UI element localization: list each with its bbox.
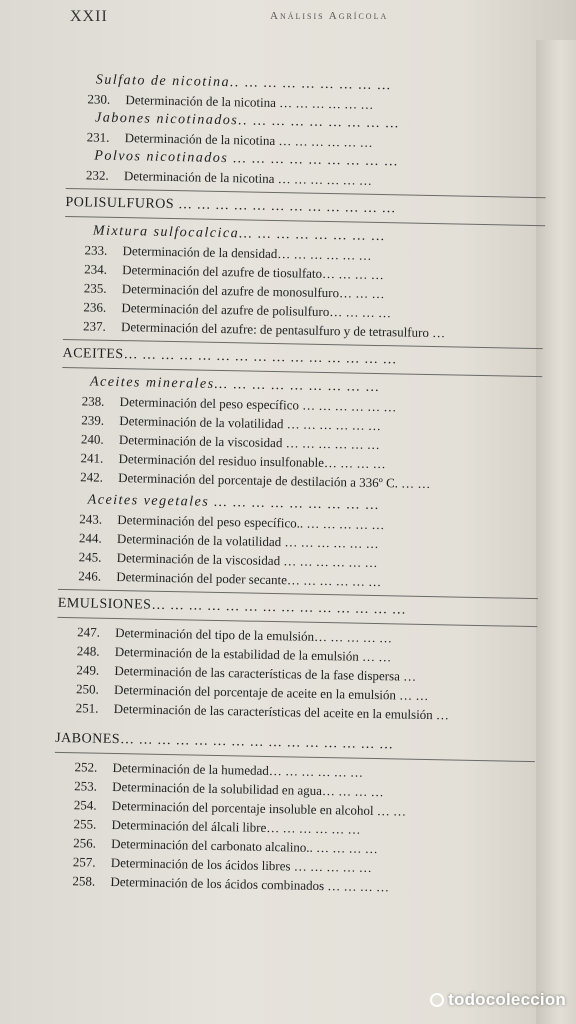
- entry-text: Determinación de las características del aceite en la emulsión …: [113, 700, 450, 723]
- entry-text: Determinación del poder secante… … … … … …: [116, 569, 382, 590]
- watermark-logo: [430, 990, 566, 1010]
- entry-text: Determinación de la humedad… … … … … …: [112, 759, 364, 780]
- entry-text: Determinación del porcentaje de aceite en la emulsión … …: [113, 682, 429, 704]
- entry-number: 250.: [75, 681, 100, 697]
- entry-text: Determinación de la viscosidad … … … … … …: [116, 550, 378, 571]
- entry-text: Determinación de las características de la fase dispersa …: [114, 663, 417, 684]
- entry-text: Determinación del carbonato alcalino.. … … … …: [111, 835, 379, 857]
- page-header: [70, 8, 510, 28]
- entry-number: 245.: [78, 549, 102, 565]
- entry-text: Sulfato de nicotina.. … … … … … … … …: [95, 72, 392, 94]
- entry-text: Determinación de la volatilidad … … … … … …: [116, 531, 379, 552]
- entry-number: 244.: [78, 530, 102, 546]
- entry-number: 257.: [72, 854, 96, 870]
- entry-number: 231.: [86, 129, 110, 145]
- entry-text: Aceites vegetales … … … … … … … … …: [87, 492, 380, 514]
- entry-text: Aceites minerales… … … … … … … … …: [89, 374, 381, 396]
- entry-number: 241.: [80, 450, 104, 466]
- entry-number: 230.: [87, 91, 111, 107]
- entry-text: Determinación del azufre: de pentasulfuro y de tetrasulfuro …: [120, 319, 446, 341]
- entry-text: Determinación del azufre de polisulfuro… … … …: [121, 300, 392, 321]
- entry-number: 252.: [74, 759, 98, 775]
- entry-text: EMULSIONES… … … … … … … … … … … … … …: [57, 595, 407, 618]
- entry-text: Determinación del peso específico.. … … … … …: [117, 512, 385, 533]
- entry-number: 235.: [83, 280, 107, 296]
- entry-text: Determinación del tipo de la emulsión… … … … …: [115, 625, 393, 646]
- entry-number: 248.: [76, 643, 100, 659]
- entry-text: Determinación de la estabilidad de la emulsión … …: [114, 644, 392, 665]
- page-number: XXII: [70, 8, 108, 25]
- entry-number: 236.: [83, 299, 107, 315]
- entry-text: Jabones nicotinados.. … … … … … … … …: [94, 110, 400, 132]
- entry-text: Determinación de la nicotina … … … … … …: [123, 168, 373, 188]
- entry-text: Determinación del residuo insulfonable… … … …: [118, 451, 386, 472]
- entry-number: 247.: [77, 624, 101, 640]
- logo-icon: [430, 993, 444, 1007]
- entry-text: Determinación de la solubilidad en agua… … … …: [112, 778, 384, 800]
- entry-text: Determinación de los ácidos libres … … … … …: [110, 854, 372, 875]
- entry-number: 243.: [79, 511, 103, 527]
- entry-text: Determinación de la nicotina … … … … … …: [124, 130, 373, 150]
- entry-number: 239.: [81, 412, 105, 428]
- entry-number: 253.: [74, 778, 98, 794]
- entry-text: Determinación de los ácidos combinados … … … …: [110, 873, 390, 895]
- running-title: Análisis Agrícola: [270, 10, 389, 22]
- table-of-contents: [52, 70, 558, 899]
- entry-text: Polvos nicotinados … … … … … … … … …: [94, 148, 399, 170]
- entry-text: POLISULFUROS … … … … … … … … … … … …: [65, 194, 397, 217]
- entry-text: Determinación de la volatilidad … … … … … …: [119, 413, 382, 434]
- entry-text: Mixtura sulfocalcica… … … … … … … …: [92, 223, 386, 245]
- entry-number: 242.: [80, 469, 104, 485]
- entry-text: Determinación de la nicotina … … … … … …: [125, 92, 374, 112]
- entry-number: 255.: [73, 816, 97, 832]
- entry-text: Determinación del porcentaje de destilación a 336º C. … …: [118, 470, 431, 492]
- entry-number: 232.: [85, 167, 109, 183]
- entry-number: 249.: [76, 662, 100, 678]
- entry-number: 256.: [73, 835, 97, 851]
- entry-number: 254.: [73, 797, 97, 813]
- entry-text: JABONES… … … … … … … … … … … … … … …: [55, 730, 394, 753]
- entry-number: 251.: [75, 700, 99, 716]
- entry-text: ACEITES… … … … … … … … … … … … … … …: [62, 345, 398, 368]
- entry-text: Determinación del azufre de monosulfuro… … …: [121, 281, 385, 302]
- entry-text: Determinación del azufre de tiosulfato… … … …: [122, 262, 385, 283]
- entry-text: Determinación del álcali libre… … … … … …: [111, 816, 361, 837]
- entry-number: 246.: [78, 568, 102, 584]
- entry-number: 258.: [72, 873, 96, 889]
- watermark-text: todocoleccion: [448, 990, 566, 1009]
- entry-number: 240.: [80, 431, 104, 447]
- entry-text: Determinación de la viscosidad … … … … … …: [118, 432, 381, 453]
- entry-number: 233.: [84, 242, 108, 258]
- entry-number: 234.: [84, 261, 108, 277]
- entry-number: 238.: [81, 393, 105, 409]
- entry-text: Determinación del porcentaje insoluble en alcohol … …: [111, 797, 407, 819]
- entry-number: 237.: [82, 318, 106, 334]
- entry-text: Determinación del peso específico … … … … … …: [119, 394, 397, 415]
- entry-text: Determinación de la densidad… … … … … …: [122, 243, 372, 263]
